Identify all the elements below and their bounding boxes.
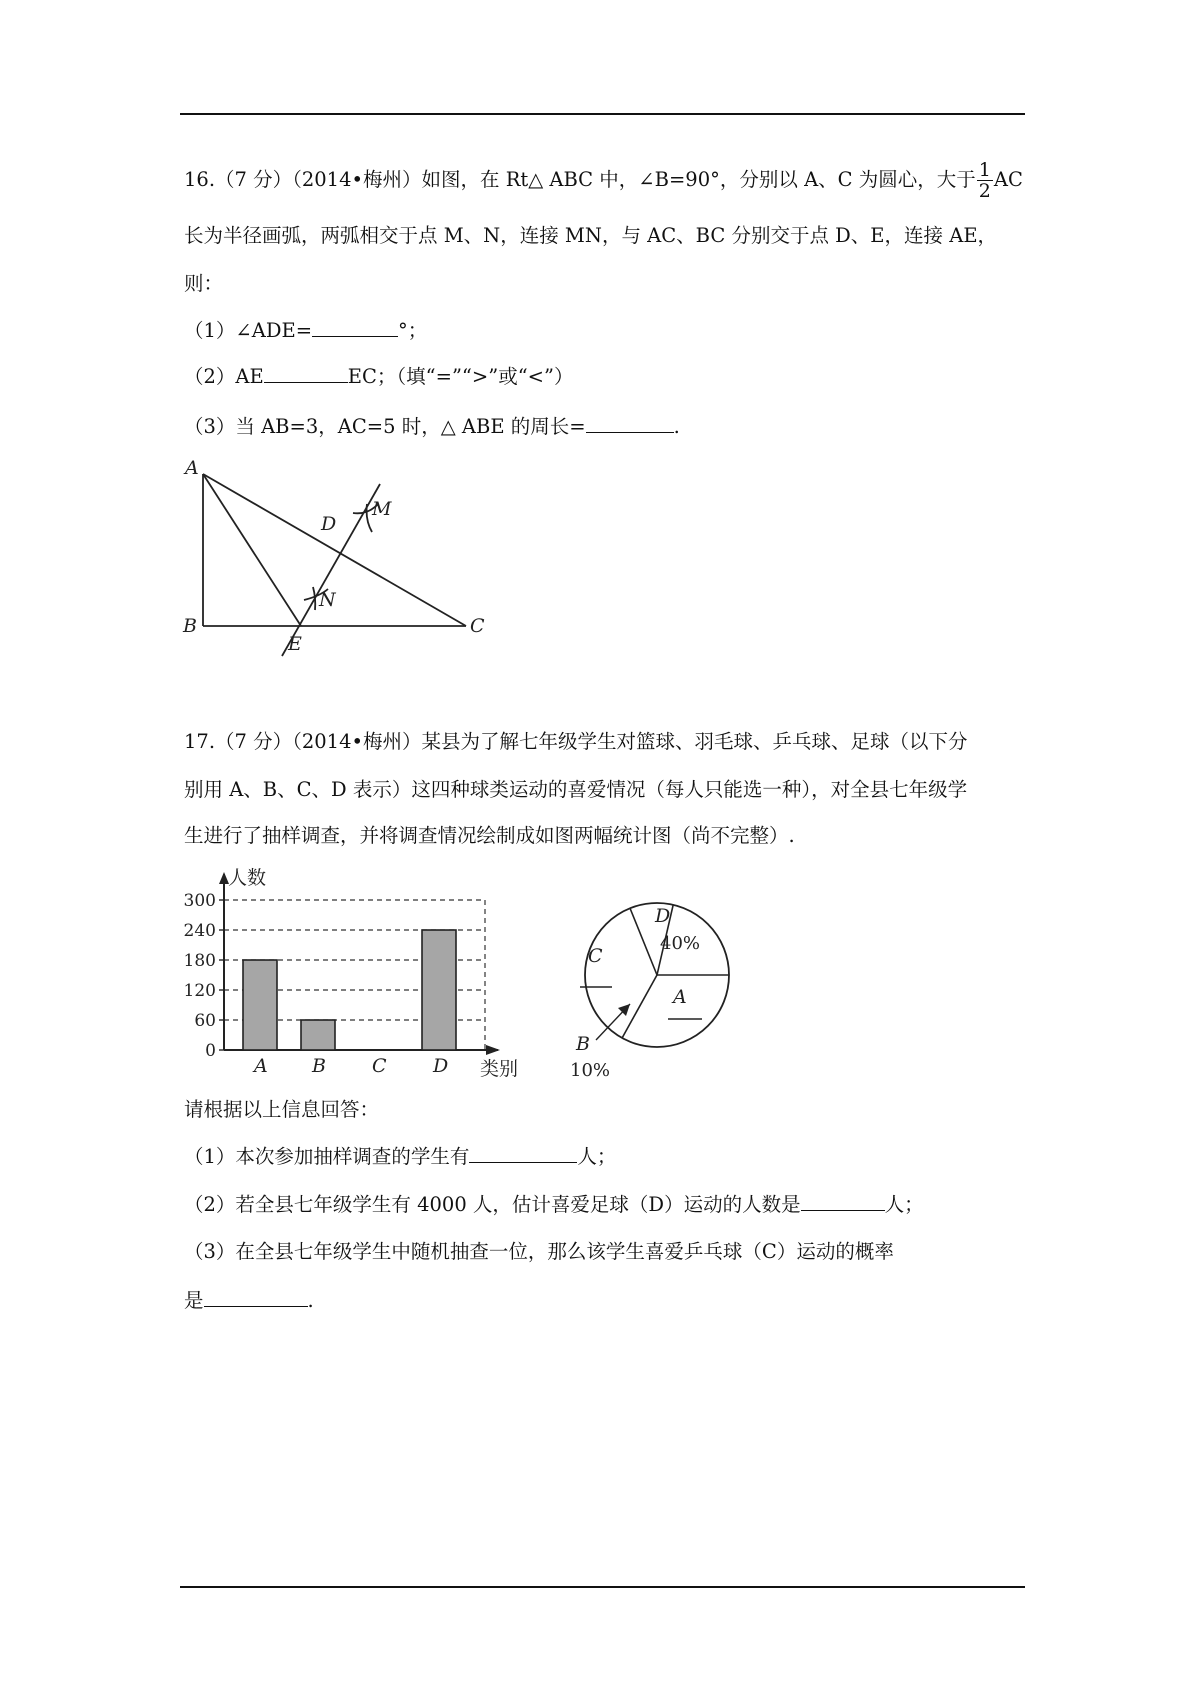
arc-n2: [313, 587, 315, 610]
q17-intro: 请根据以上信息回答：: [184, 1098, 380, 1121]
answer-blank[interactable]: [469, 1142, 577, 1163]
q16-part1-suffix: °；: [398, 319, 428, 342]
label-d: D: [321, 513, 337, 535]
q16-part2-suffix: EC；（填“=”“>”或“<”）: [347, 365, 574, 388]
q16-part1: [184, 316, 427, 345]
pie-chart: [560, 880, 760, 1080]
header-rule: [180, 113, 1025, 115]
q16-part1-text: （1）∠ADE=: [184, 319, 313, 342]
label-b: B: [183, 615, 197, 637]
q17-line2: 别用 A、B、C、D 表示）这四种球类运动的喜爱情况（每人只能选一种），对全县七年级学: [184, 778, 968, 801]
slice-label-a: A: [673, 986, 687, 1008]
x-axis-label: 类别: [480, 1058, 519, 1080]
slice-label-c: C: [588, 945, 603, 967]
y-tick-label: 60: [194, 1011, 216, 1031]
q17-part1-text: （1）本次参加抽样调查的学生有: [184, 1145, 470, 1168]
category-label: B: [312, 1055, 326, 1077]
answer-blank[interactable]: [204, 1286, 308, 1307]
y-tick-label: 120: [183, 981, 216, 1001]
q17-part1: [184, 1142, 616, 1171]
q17-part3: （3）在全县七年级学生中随机抽查一位，那么该学生喜爱乒乓球（C）运动的概率: [184, 1240, 894, 1263]
y-axis-label: 人数: [228, 867, 267, 889]
q16-part3-suffix: .: [673, 415, 680, 438]
slice-divider: [630, 908, 657, 975]
segment-ae: [203, 474, 301, 626]
triangle-figure: [180, 457, 500, 660]
slice-value-b: 10%: [570, 1060, 611, 1081]
y-tick-label: 0: [205, 1041, 216, 1061]
q17-part2-text: （2）若全县七年级学生有 4000 人，估计喜爱足球（D）运动的人数是: [184, 1193, 801, 1216]
label-c: C: [470, 615, 485, 637]
q17-part2: [184, 1190, 924, 1219]
label-e: E: [288, 633, 302, 655]
label-m: M: [372, 498, 392, 520]
q17-part3b-text: 是: [184, 1289, 204, 1312]
answer-blank[interactable]: [312, 316, 398, 337]
slice-label-d: D: [655, 905, 671, 927]
category-label: C: [372, 1055, 387, 1077]
q17-line1: 17.（7 分）（2014•梅州）某县为了解七年级学生对篮球、羽毛球、乒乓球、足球（以下分: [184, 730, 968, 753]
half-fraction: [977, 160, 993, 201]
fraction-denominator: 2: [978, 180, 991, 202]
q16-line2: 长为半径画弧，两弧相交于点 M、N，连接 MN，与 AC、BC 分别交于点 D、E，连接 AE，: [184, 224, 998, 247]
y-tick-label: 300: [183, 891, 216, 911]
q16-line3: 则：: [184, 272, 224, 295]
q17-part2-suffix: 人；: [884, 1193, 924, 1216]
label-n: N: [319, 589, 336, 611]
answer-blank[interactable]: [586, 412, 674, 433]
q16-part3: [184, 412, 680, 441]
footer-rule: [180, 1586, 1025, 1588]
slice-label-b: B: [576, 1033, 590, 1055]
bar-d: [422, 930, 456, 1050]
bar-b: [301, 1020, 335, 1050]
q16-part2: [184, 362, 573, 391]
slice-value-d: 40%: [660, 933, 701, 954]
q17-line3: 生进行了抽样调查，并将调查情况绘制成如图两幅统计图（尚不完整）.: [184, 824, 795, 847]
line-mn: [282, 484, 380, 656]
label-a: A: [185, 457, 199, 479]
q16-line1: [184, 160, 1023, 201]
q17-part3b-suffix: .: [307, 1289, 314, 1312]
y-tick-label: 240: [183, 921, 216, 941]
category-label: A: [254, 1055, 268, 1077]
fraction-numerator: 1: [978, 159, 991, 181]
bar-a: [243, 960, 277, 1050]
answer-blank[interactable]: [801, 1190, 885, 1211]
answer-blank[interactable]: [264, 362, 348, 383]
q16-part3-text: （3）当 AB=3，AC=5 时，△ ABE 的周长=: [184, 415, 586, 438]
y-tick-label: 180: [183, 951, 216, 971]
x-axis-arrow: [486, 1045, 500, 1055]
category-label: D: [433, 1055, 449, 1077]
q16-part2-text: （2）AE: [184, 365, 264, 388]
q17-part3b: [184, 1286, 314, 1315]
q16-line1-suffix: AC: [993, 168, 1023, 191]
bar-chart: [180, 864, 540, 1084]
q17-part1-suffix: 人；: [577, 1145, 617, 1168]
q16-line1-prefix: 16.（7 分）（2014•梅州）如图，在 Rt△ ABC 中，∠B=90°，分别以 A、C 为圆心，大于: [184, 168, 976, 191]
